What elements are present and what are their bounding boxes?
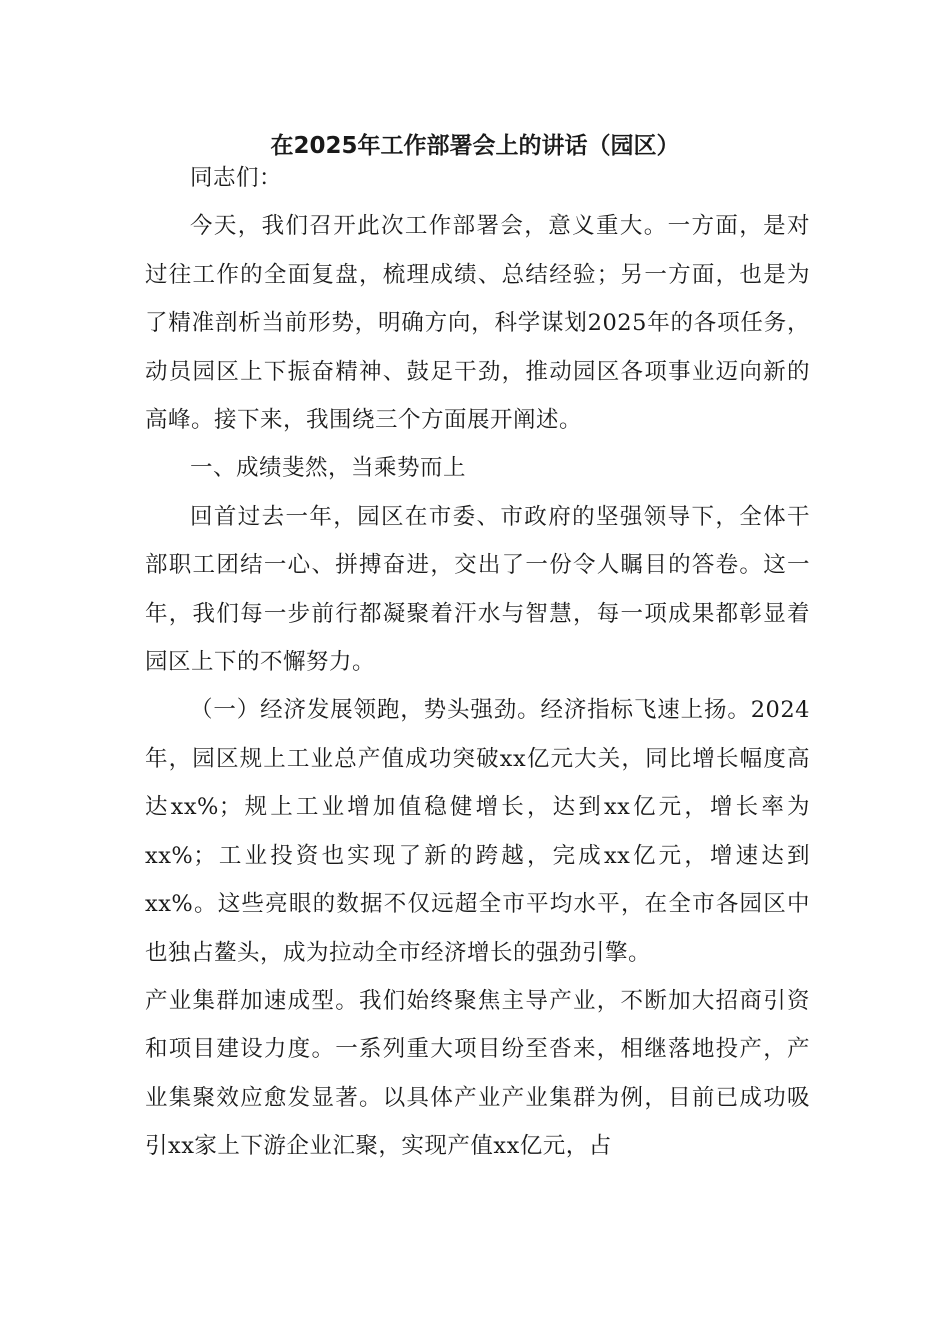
section-heading-1: 一、成绩斐然，当乘势而上: [190, 455, 467, 482]
paragraph-industry: 产业集群加速成型。我们始终聚焦主导产业，不断加大招商引资和项目建设力度。一系列重大项目纷至沓来，相继落地投产，产业集聚效应愈发显著。以具体产业产业集群为例，目前已成功吸引xx家上下游企业汇聚，实现产值xx亿元，占: [145, 987, 810, 1160]
paragraph-economy: （一）经济发展领跑，势头强劲。经济指标飞速上扬。2024年，园区规上工业总产值成功突破xx亿元大关，同比增长幅度高达xx%；规上工业增加值稳健增长，达到xx亿元，增长率为xx%；工业投资也实现了新的跨越，完成xx亿元，增速达到xx%。这些亮眼的数据不仅远超全市平均水平，在全市各园区中也独占鳌头，成为拉动全市经济增长的强劲引擎。: [145, 697, 810, 966]
document-title: 在2025年工作部署会上的讲话（园区）: [270, 133, 680, 159]
salutation: 同志们：: [190, 165, 283, 191]
document-body: [145, 154, 810, 1171]
paragraph-review: 回首过去一年，园区在市委、市政府的坚强领导下，全体干部职工团结一心、拼搏奋进，交出了一份令人瞩目的答卷。这一年，我们每一步前行都凝聚着汗水与智慧，每一项成果都彰显着园区上下的不懈努力。: [145, 503, 810, 676]
paragraph-intro: 今天，我们召开此次工作部署会，意义重大。一方面，是对过往工作的全面复盘，梳理成绩、总结经验；另一方面，也是为了精准剖析当前形势，明确方向，科学谋划2025年的各项任务，动员园区上下振奋精神、鼓足干劲，推动园区各项事业迈向新的高峰。接下来，我围绕三个方面展开阐述。: [145, 213, 810, 434]
